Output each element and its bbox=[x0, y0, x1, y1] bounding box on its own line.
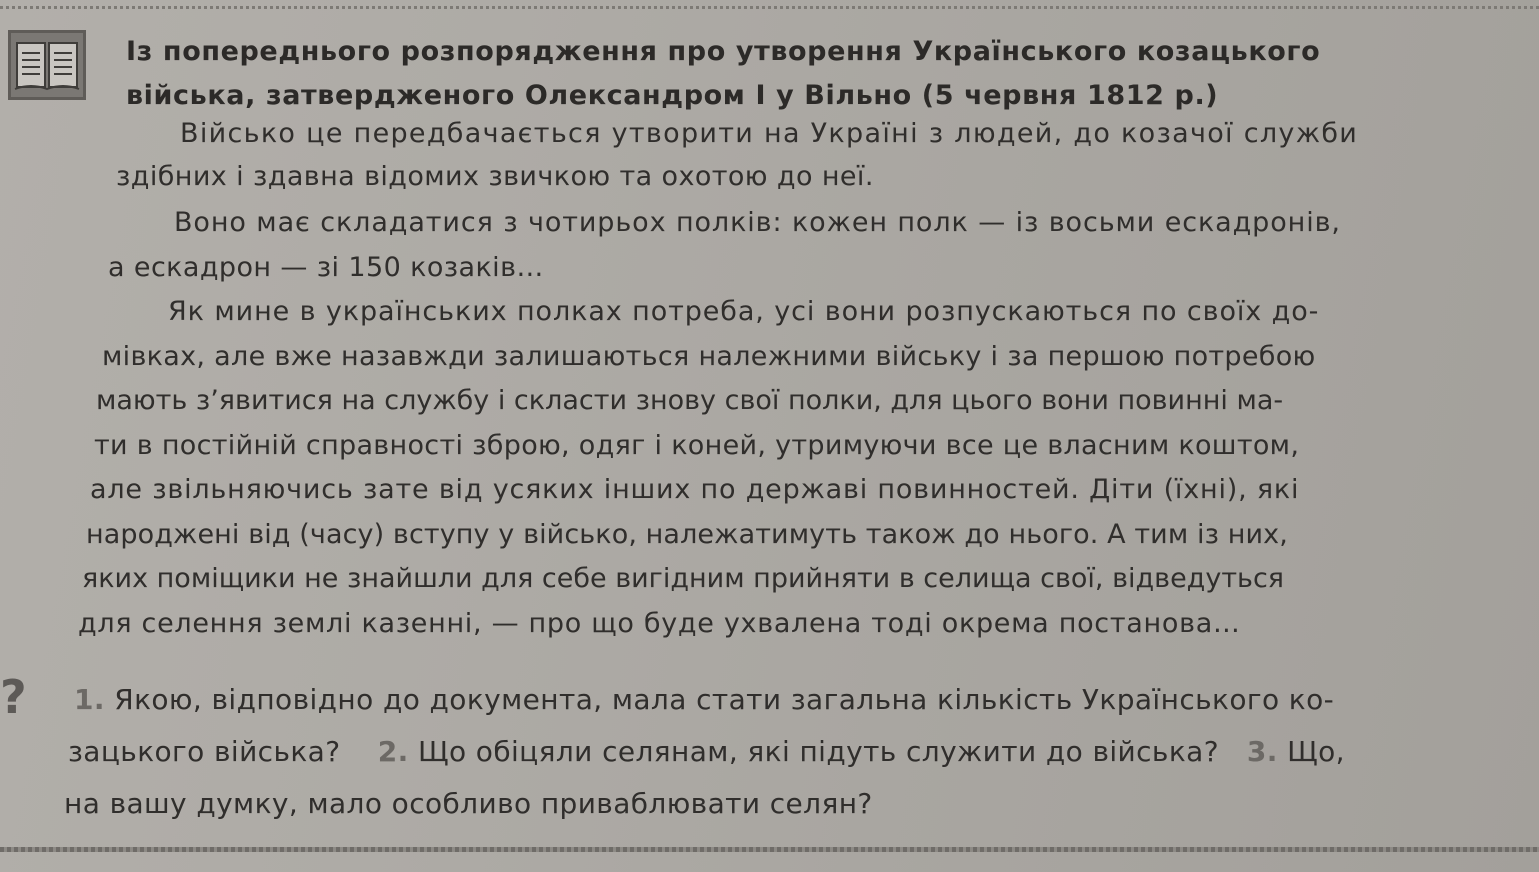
top-divider bbox=[0, 6, 1539, 9]
source-title-line-1: Із попереднього розпорядження про утворення Українського козацького bbox=[126, 36, 1321, 67]
text-line: для селення землі казенні, — про що буде ухвалена тоді окрема постанова… bbox=[78, 607, 1241, 639]
question-1-number: 1. bbox=[74, 683, 105, 716]
text-line: здібних і здавна відомих звичкою та охотою до неї. bbox=[116, 160, 874, 192]
open-book-icon bbox=[8, 30, 86, 100]
text-line: ти в постійній справності зброю, одяг і коней, утримуючи все це власним коштом, bbox=[94, 429, 1300, 461]
source-title bbox=[126, 30, 1456, 118]
text-line: Військо це передбачається утворити на Україні з людей, до козачої служби bbox=[180, 118, 1359, 149]
question-line bbox=[64, 674, 1524, 726]
text-line: яких поміщики не знайшли для себе вигідним прийняти в селища свої, відведуться bbox=[82, 563, 1285, 594]
bottom-divider bbox=[0, 847, 1539, 852]
question-2-text: Що обіцяли селянам, які підуть служити до війська? bbox=[417, 735, 1219, 768]
text-line: народжені від (часу) вступу у військо, належатимуть також до нього. А тим із них, bbox=[86, 518, 1288, 550]
question-1-text-cont: зацького війська? bbox=[68, 735, 341, 768]
questions-block bbox=[64, 674, 1524, 830]
question-3-text-cont: на вашу думку, мало особливо приваблювати селян? bbox=[64, 787, 873, 820]
question-line bbox=[64, 778, 1524, 830]
text-line: а ескадрон — зі 150 козаків… bbox=[108, 251, 544, 283]
source-text bbox=[76, 112, 1496, 646]
source-title-line-2: війська, затвердженого Олександром І у Вільно (5 червня 1812 р.) bbox=[126, 80, 1219, 111]
question-3-number: 3. bbox=[1246, 735, 1278, 768]
question-2-number: 2. bbox=[377, 735, 409, 768]
text-line: Як мине в українських полках потреба, усі вони розпускаються по своїх до- bbox=[168, 296, 1320, 327]
text-line: але звільняючись зате від усяких інших по державі повинностей. Діти (їхні), які bbox=[90, 474, 1300, 505]
question-3-text: Що, bbox=[1287, 735, 1345, 768]
text-line: Воно має складатися з чотирьох полків: кожен полк — із восьми ескадронів, bbox=[174, 207, 1341, 238]
text-line: мівках, але вже назавжди залишаються належними війську і за першою потребою bbox=[102, 340, 1316, 372]
question-mark-icon: ? bbox=[0, 670, 27, 724]
text-line: мають з’явитися на службу і скласти знову свої полки, для цього вони повинні ма- bbox=[96, 385, 1284, 416]
question-line bbox=[64, 726, 1524, 778]
question-1-text: Якою, відповідно до документа, мала стати загальна кількість Українського ко- bbox=[114, 683, 1335, 716]
